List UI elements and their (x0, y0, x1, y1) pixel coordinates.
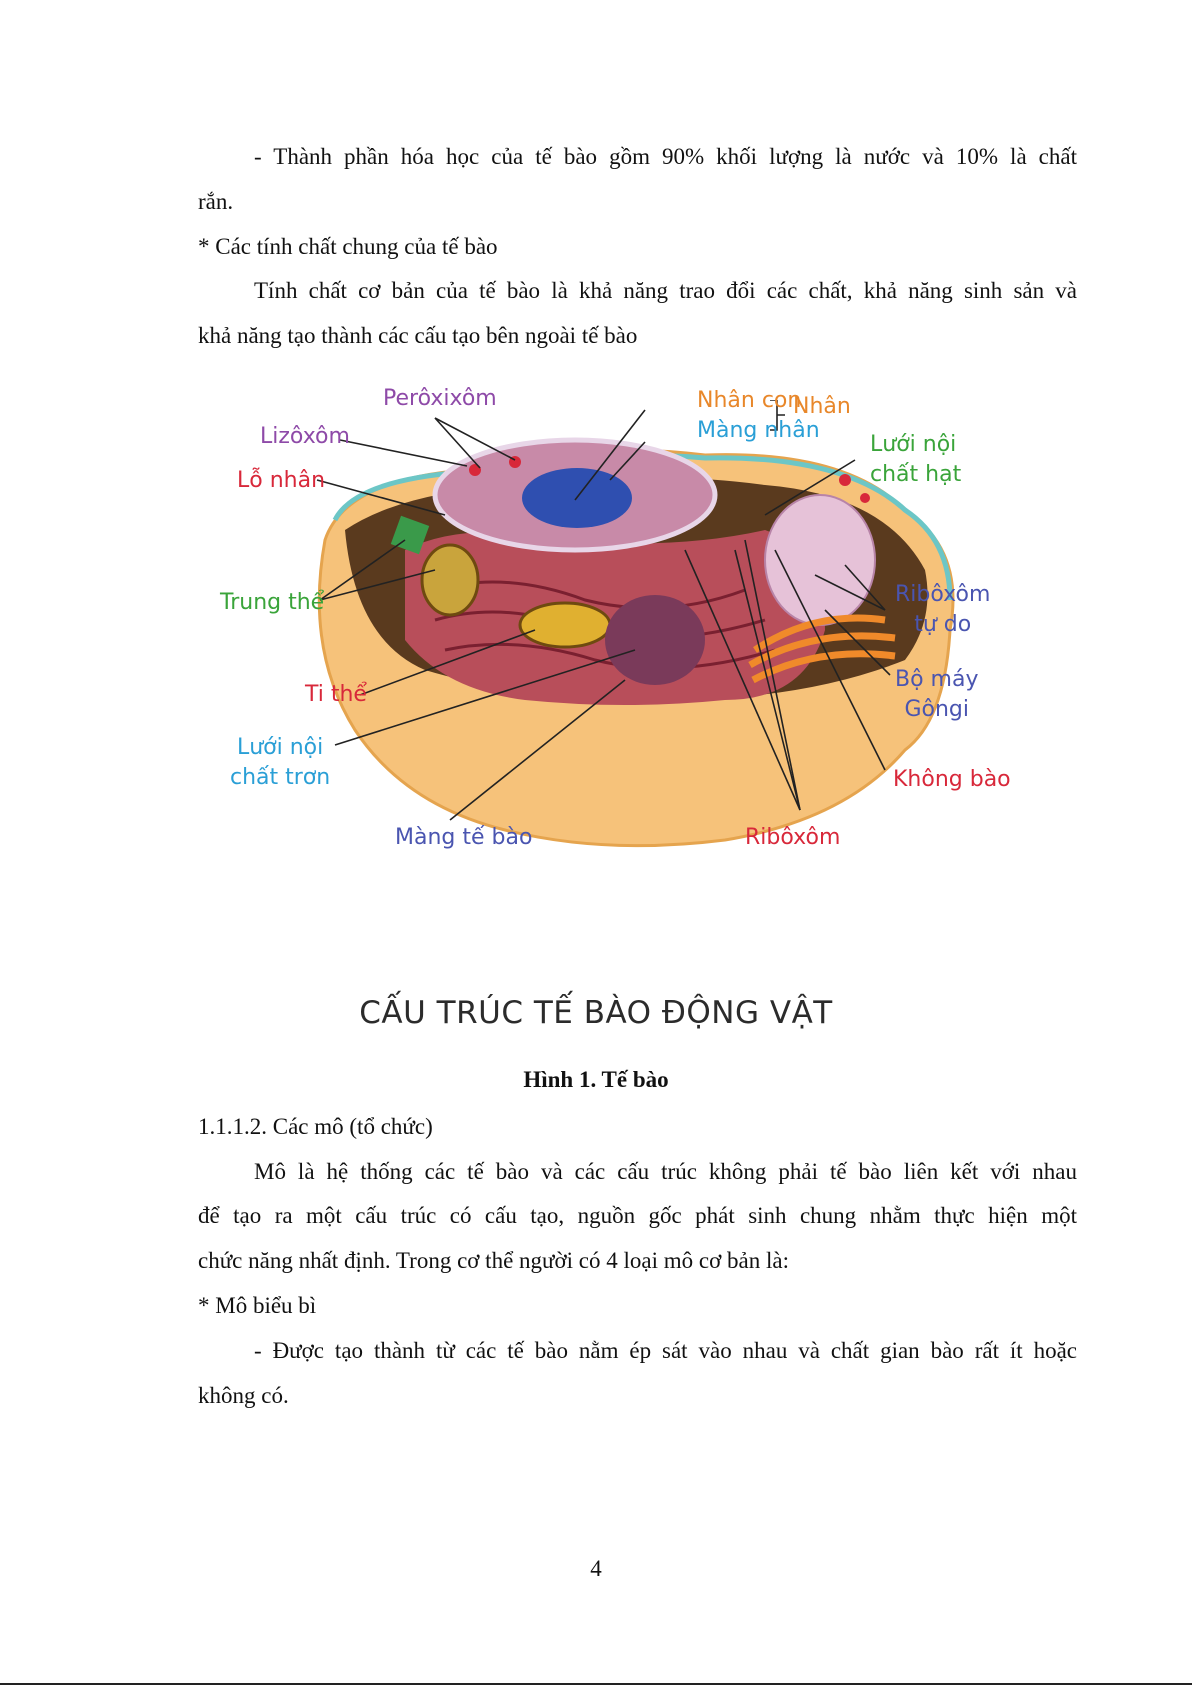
paragraph-line: để tạo ra một cấu trúc có cấu tạo, nguồn gốc phát sinh chung nhằm thực hiện một (198, 1203, 1077, 1228)
figure-title: CẤU TRÚC TẾ BÀO ĐỘNG VẬT (359, 995, 833, 1031)
label-trung-the: Trung thể (220, 590, 325, 615)
section-heading: 1.1.1.2. Các mô (tổ chức) (198, 1114, 433, 1139)
paragraph-line: Tính chất cơ bản của tế bào là khả năng trao đổi các chất, khả năng sinh sản và (254, 278, 1077, 303)
paragraph-line: chức năng nhất định. Trong cơ thể người có 4 loại mô cơ bản là: (198, 1248, 789, 1273)
label-bo-may-gongi: Bộ máy Gôngi (895, 667, 979, 722)
figure-caption: Hình 1. Tế bào (523, 1067, 669, 1092)
label-riboxom: Ribôxôm (745, 825, 841, 850)
label-nhan-con: Nhân con (697, 388, 802, 413)
paragraph-line: khả năng tạo thành các cấu tạo bên ngoài tế bào (198, 323, 638, 348)
cell-diagram (205, 386, 1105, 920)
paragraph-line: - Được tạo thành từ các tế bào nằm ép sát vào nhau và chất gian bào rất ít hoặc (254, 1338, 1077, 1363)
paragraph-line: - Thành phần hóa học của tế bào gồm 90% khối lượng là nước và 10% là chất (254, 144, 1077, 169)
label-ti-the: Ti thể (305, 682, 367, 707)
label-nhan: Nhân (793, 394, 851, 419)
label-luoi-noi-chat-tron: Lưới nội chất trơn (230, 735, 331, 790)
label-khong-bao: Không bào (893, 767, 1011, 792)
label-peroxixom: Perôxixôm (383, 386, 497, 411)
label-riboxom-tu-do: Ribôxôm tự do (895, 582, 991, 637)
label-luoi-noi-chat-hat: Lưới nội chất hạt (870, 432, 962, 487)
section-heading: * Các tính chất chung của tế bào (198, 234, 498, 259)
section-heading: * Mô biểu bì (198, 1293, 317, 1318)
paragraph-line: rắn. (198, 189, 234, 214)
cell-illustration (205, 400, 1105, 920)
label-lizoxom: Lizôxôm (260, 424, 350, 449)
page-number: 4 (590, 1556, 602, 1581)
paragraph-line: Mô là hệ thống các tế bào và các cấu trúc không phải tế bào liên kết với nhau (254, 1159, 1077, 1184)
label-lo-nhan: Lỗ nhân (237, 468, 326, 493)
paragraph-line: không có. (198, 1383, 289, 1408)
label-mang-nhan: Màng nhân (697, 418, 820, 443)
label-mang-te-bao: Màng tế bào (395, 825, 533, 850)
